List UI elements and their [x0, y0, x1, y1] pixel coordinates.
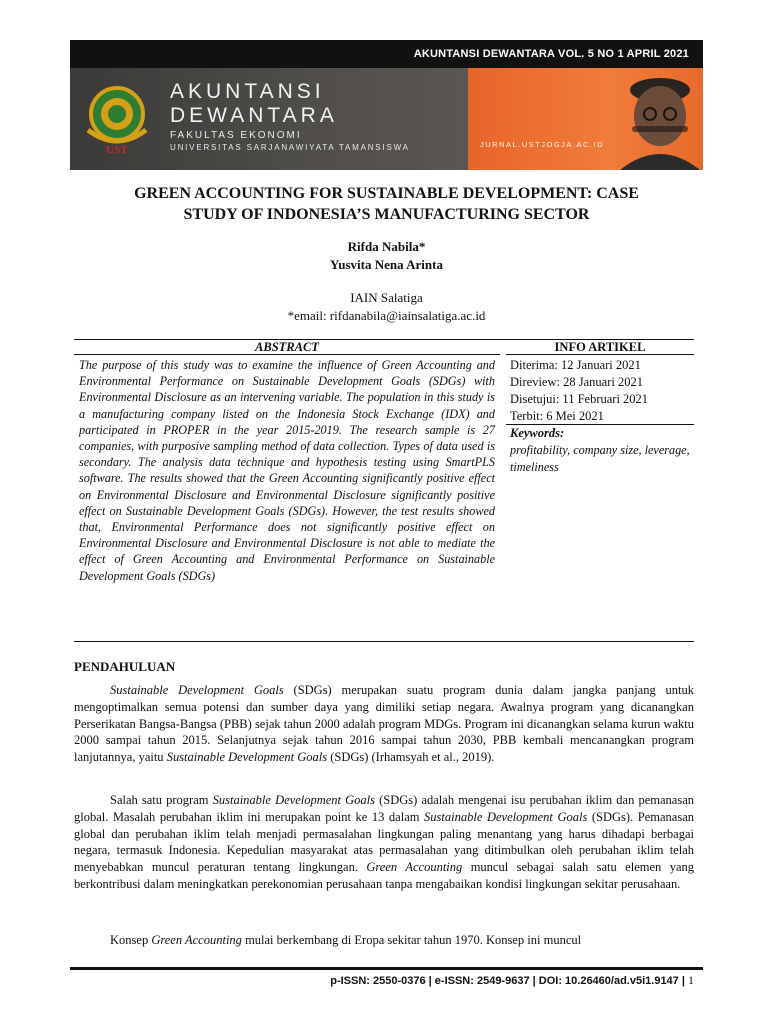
section-heading: PENDAHULUAN: [74, 659, 176, 674]
page-number: 1: [688, 973, 694, 987]
paragraph: [74, 932, 694, 949]
brand-line-2: DEWANTARA: [170, 104, 338, 127]
page-footer: [330, 973, 694, 988]
footer-rule: [70, 967, 703, 970]
text-run: (SDGs) adalah mengenai isu perubahan iklim dan pemanasan global. Masalah perubahan iklim ini merupakan point ke 13 dalam: [74, 793, 694, 824]
info-artikel-heading: INFO ARTIKEL: [554, 340, 646, 354]
text-run: Konsep: [110, 933, 152, 947]
title-line-2: STUDY OF INDONESIA’S MANUFACTURING SECTOR: [183, 206, 590, 223]
author-2: Yusvita Nena Arinta: [330, 257, 443, 272]
journal-header-bar: [70, 40, 703, 68]
date-published: Terbit: 6 Mei 2021: [510, 409, 604, 423]
author-email: *email: rifdanabila@iainsalatiga.ac.id: [287, 308, 486, 323]
body-paragraph-1: [74, 682, 694, 766]
date-reviewed: Direview: 28 Januari 2021: [510, 375, 643, 389]
body-paragraph-2: [74, 792, 694, 893]
italic-term: Sustainable Development Goals: [166, 750, 328, 765]
title-line-1: GREEN ACCOUNTING FOR SUSTAINABLE DEVELOPMENT: CASE: [134, 185, 639, 202]
italic-term: Green Accounting: [151, 933, 242, 947]
founder-portrait: [610, 68, 703, 170]
article-dates: [510, 357, 694, 425]
journal-banner: [70, 68, 703, 170]
text-run: (SDGs). Pemanasan global dan perubahan iklim telah menjadi permasalahan lingkungan paling menantang yang harus dihadapi berbagai negara, termasuk Indonesia. Kepedulian masyarakat atas permasalahan yang ditimbulkan oleh perubahan iklim telah menyebabkan muncul peraturan tentang lingkungan.: [74, 809, 694, 875]
table-bottom-rule: [74, 641, 694, 642]
abstract-heading: ABSTRACT: [255, 340, 319, 354]
journal-header-text: AKUNTANSI DEWANTARA VOL. 5 NO 1 APRIL 2021: [413, 48, 689, 60]
text-run: (SDGs) merupakan suatu program dunia dalam jangka panjang untuk mengoptimalkan semua potensi dan sumber daya yang dimiliki setiap negara. Awalnya program yang dicanangkan Perserikatan Bangsa-Bangsa (PBB) sejak tahun 2000 adalah program MDGs. Program ini dicanangkan selama kurun waktu 2000 sampai tahun 2015. Selanjutnya sejak tahun 2016 sampai tahun 2030, PBB kembali mencanangkan program lanjutannya, yaitu: [74, 683, 694, 765]
italic-term: Green Accounting: [366, 860, 463, 875]
keywords-heading: Keywords:: [510, 426, 565, 440]
logo-text: UST: [106, 144, 128, 156]
italic-term: Sustainable Development Goals: [424, 809, 588, 824]
body-paragraph-3: [74, 932, 694, 949]
text-run: (SDGs) (Irhamsyah et al., 2019).: [327, 750, 495, 765]
journal-url: JURNAL.USTJOGJA.AC.ID: [480, 140, 605, 149]
university-name: UNIVERSITAS SARJANAWIYATA TAMANSISWA: [170, 143, 410, 152]
author-1: Rifda Nabila*: [347, 239, 426, 254]
institution: IAIN Salatiga: [350, 290, 423, 305]
text-run: muncul sebagai salah satu elemen yang berkontribusi dalam meningkatkan perekonomian perusahaan tanpa mengabaikan kondisi lingkungan sekitar perusahaan.: [74, 860, 694, 891]
paper-title: [70, 183, 703, 225]
author-list: [70, 238, 703, 274]
text-run: Salah satu program: [110, 793, 213, 807]
italic-term: Sustainable Development Goals: [110, 683, 284, 697]
brand-line-1: AKUNTANSI: [170, 80, 325, 103]
faculty-name: FAKULTAS EKONOMI: [170, 130, 302, 141]
abstract-text: The purpose of this study was to examine the influence of Green Accounting and Environmental Performance on Sustainable Development Goals (SDGs) with Environmental Disclosure as an intervening variable. The population in this study is a manufacturing company listed on the Indonesia Stock Exchange (IDX) and participated in PROPER in the year 2015-2019. The research sample is 27 companies, with purposive sampling method of data collection. Types of data used is secondary. The analysis data technique and hypothesis testing using SmartPLS software. The results showed that the Green Accounting significantly positive effect on Environmental Disclosure and Environmental Disclosure significantly positive effect on Sustainable Development Goals (SDGs). However, the test results showed that, Environmental Performance does not significantly positive effect on Environmental Disclosure and Environmental Disclosure is not able to mediate the effect of Green Accounting and Environmental Performance on Sustainable Development Goals (SDGs): [79, 358, 495, 583]
paragraph: [74, 792, 694, 893]
footer-identifiers: p-ISSN: 2550-0376 | e-ISSN: 2549-9637 | DOI: 10.26460/ad.v5i1.9147 |: [330, 975, 685, 987]
italic-term: Sustainable Development Goals: [212, 793, 376, 807]
text-run: mulai berkembang di Eropa sekitar tahun 1970. Konsep ini muncul: [241, 933, 582, 947]
date-received: Diterima: 12 Januari 2021: [510, 358, 641, 372]
paragraph: [74, 682, 694, 766]
keywords-list: profitability, company size, leverage, timeliness: [510, 443, 690, 474]
university-logo: [82, 82, 152, 156]
affiliation: [70, 289, 703, 325]
date-accepted: Disetujui: 11 Februari 2021: [510, 392, 649, 406]
